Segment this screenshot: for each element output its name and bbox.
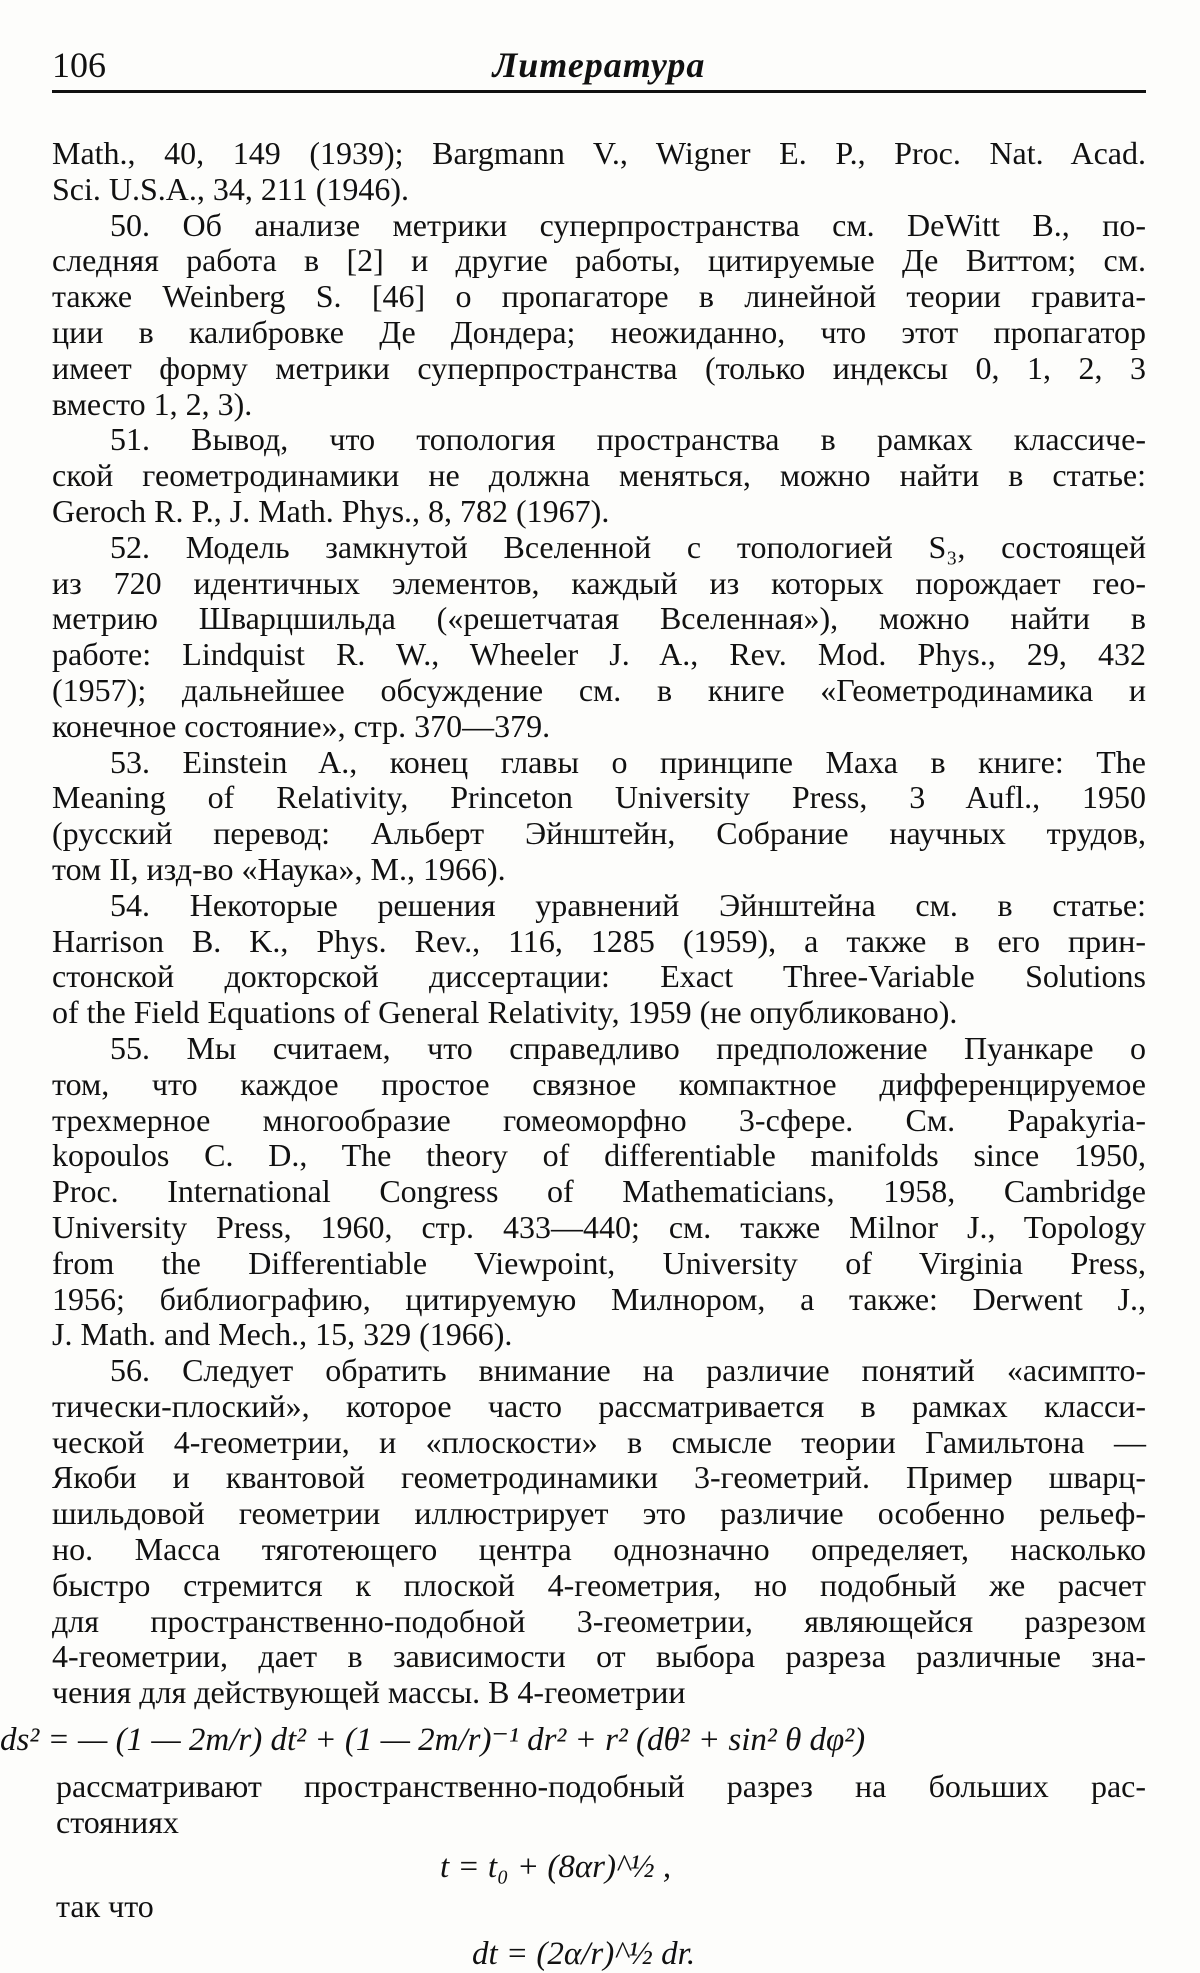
after-formula-line-1: рассматривают пространственно-подобный разрез на больших рас- bbox=[56, 1768, 1146, 1805]
text-line: University Press, 1960, стр. 433—440; см. также Milnor J., Topology bbox=[52, 1208, 1146, 1245]
text-line: ческой 4-геометрии, и «плоскости» в смысле теории Гамильтона — bbox=[52, 1423, 1146, 1460]
text-line: J. Math. and Mech., 15, 329 (1966). bbox=[52, 1316, 513, 1353]
text-line: том, что каждое простое связное компактное дифференцируемое bbox=[52, 1065, 1146, 1102]
text-line: но. Масса тяготеющего центра однозначно определяет, насколько bbox=[52, 1531, 1146, 1568]
text-line: Sci. U.S.A., 34, 211 (1946). bbox=[52, 170, 410, 207]
text-line: kopoulos C. D., The theory of differentiable manifolds since 1950, bbox=[52, 1137, 1146, 1174]
text-line: 51. Вывод, что топология пространства в рамках классиче- bbox=[110, 421, 1146, 458]
text-line: Geroch R. P., J. Math. Phys., 8, 782 (1967). bbox=[52, 492, 610, 529]
text-line: Harrison B. K., Phys. Rev., 116, 1285 (1959), а также в его прин- bbox=[52, 922, 1146, 959]
text-line: of the Field Equations of General Relativity, 1959 (не опубликовано). bbox=[52, 994, 958, 1031]
text-line: тически-плоский», которое часто рассматривается в рамках класси- bbox=[52, 1387, 1146, 1424]
metric-formula: ds² = — (1 — 2m/r) dt² + (1 — 2m/r)⁻¹ dr² + r² (dθ² + sin² θ dφ²) bbox=[0, 1722, 866, 1759]
text-line: Proc. International Congress of Mathematicians, 1958, Cambridge bbox=[52, 1173, 1146, 1210]
text-line: 1956; библиографию, цитируемую Милнором, а также: Derwent J., bbox=[52, 1280, 1146, 1317]
text-line: 4-геометрии, дает в зависимости от выбора разреза различные зна- bbox=[52, 1638, 1146, 1675]
running-title: Литература bbox=[492, 45, 706, 85]
page-header bbox=[52, 45, 1146, 85]
text-line: 56. Следует обратить внимание на различие понятий «асимпто- bbox=[110, 1352, 1146, 1389]
text-line: 53. Einstein A., конец главы о принципе Маха в книге: The bbox=[110, 743, 1146, 780]
after-formula-line-2: стояниях bbox=[56, 1803, 179, 1840]
page-number: 106 bbox=[52, 45, 106, 85]
header-rule bbox=[52, 90, 1146, 93]
references-text bbox=[52, 136, 1146, 1711]
text-line: 52. Модель замкнутой Вселенной с топологией S₃, состоящей bbox=[110, 528, 1146, 565]
text-line: вместо 1, 2, 3). bbox=[52, 385, 253, 422]
text-line: Meaning of Relativity, Princeton University Press, 3 Aufl., 1950 bbox=[52, 779, 1146, 816]
text-line: from the Differentiable Viewpoint, University of Virginia Press, bbox=[52, 1244, 1146, 1281]
t-formula: t = t₀ + (8αr)^½ , bbox=[440, 1849, 672, 1886]
dt-formula: dt = (2α/r)^½ dr. bbox=[472, 1936, 696, 1973]
text-line: (1957); дальнейшее обсуждение см. в книге «Геометродинамика и bbox=[52, 671, 1146, 708]
text-line: метрию Шварцшильда («решетчатая Вселенная»), можно найти в bbox=[52, 600, 1146, 637]
text-line: ции в калибровке Де Дондера; неожиданно, что этот пропагатор bbox=[52, 313, 1146, 350]
text-line: 54. Некоторые решения уравнений Эйнштейна см. в статье: bbox=[110, 886, 1146, 923]
text-line: стонской докторской диссертации: Exact Three-Variable Solutions bbox=[52, 958, 1146, 995]
text-line: трехмерное многообразие гомеоморфно 3-сфере. См. Papakyria- bbox=[52, 1101, 1146, 1138]
so-that-text: так что bbox=[56, 1888, 154, 1925]
text-line: том II, изд-во «Наука», М., 1966). bbox=[52, 850, 506, 887]
text-line: шильдовой геометрии иллюстрирует это различие особенно рельеф- bbox=[52, 1495, 1146, 1532]
text-line: ской геометродинамики не должна меняться, можно найти в статье: bbox=[52, 457, 1146, 494]
text-line: Math., 40, 149 (1939); Bargmann V., Wigner E. P., Proc. Nat. Acad. bbox=[52, 135, 1146, 171]
text-line: (русский перевод: Альберт Эйнштейн, Собрание научных трудов, bbox=[52, 815, 1146, 852]
text-line: также Weinberg S. [46] о пропагаторе в линейной теории гравита- bbox=[52, 278, 1146, 315]
text-line: быстро стремится к плоской 4-геометрия, но подобный же расчет bbox=[52, 1566, 1146, 1603]
text-line: 50. Об анализе метрики суперпространства см. DeWitt B., по- bbox=[110, 206, 1146, 243]
text-line: имеет форму метрики суперпространства (только индексы 0, 1, 2, 3 bbox=[52, 349, 1146, 386]
text-line: из 720 идентичных элементов, каждый из которых порождает гео- bbox=[52, 564, 1146, 601]
text-line: конечное состояние», стр. 370—379. bbox=[52, 707, 551, 744]
text-line: 55. Мы считаем, что справедливо предположение Пуанкаре о bbox=[110, 1029, 1146, 1066]
text-line: Якоби и квантовой геометродинамики 3-геометрий. Пример шварц- bbox=[52, 1459, 1146, 1496]
text-line: для пространственно-подобной 3-геометрии, являющейся разрезом bbox=[52, 1602, 1146, 1639]
text-line: работе: Lindquist R. W., Wheeler J. A., Rev. Mod. Phys., 29, 432 bbox=[52, 636, 1146, 673]
text-line: чения для действующей массы. В 4-геометрии bbox=[52, 1674, 686, 1711]
text-line: следняя работа в [2] и другие работы, цитируемые Де Виттом; см. bbox=[52, 242, 1146, 279]
